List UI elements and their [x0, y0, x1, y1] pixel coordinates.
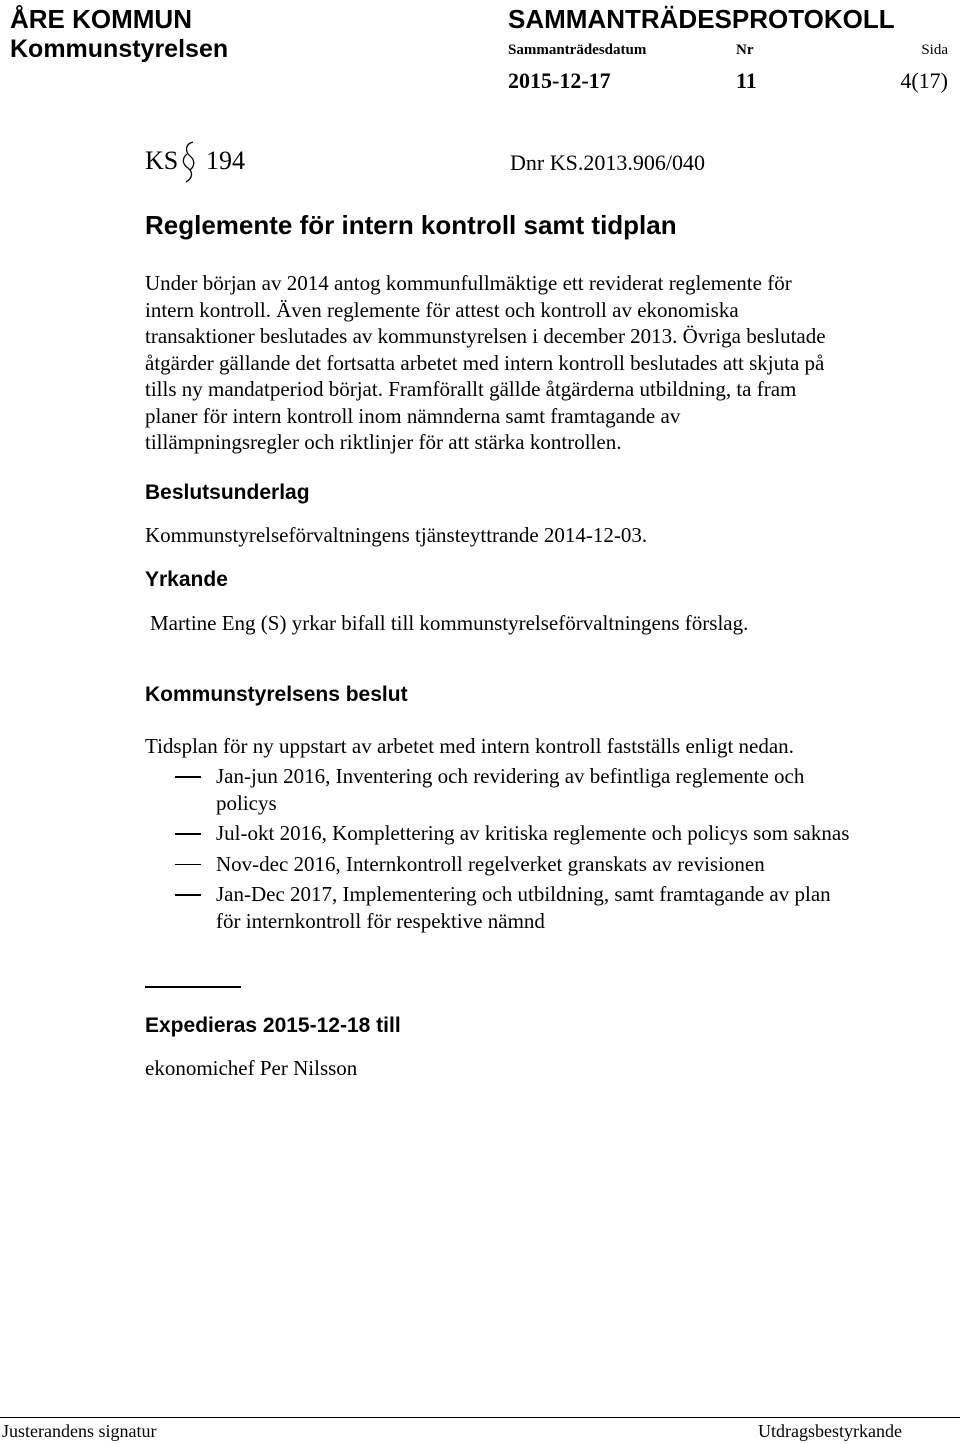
document-type: SAMMANTRÄDESPROTOKOLL [508, 4, 895, 34]
heading-beslutsunderlag: Beslutsunderlag [145, 481, 310, 504]
list-item-line: Jan-Dec 2017, Implementering och utbildning, samt framtagande av plan [216, 882, 831, 906]
heading-yrkande: Yrkande [145, 568, 228, 591]
dash-icon [175, 864, 201, 866]
dash-icon [175, 833, 201, 835]
body-line: Under början av 2014 antog kommunfullmäktige ett reviderat reglemente för [145, 271, 792, 295]
heading-beslut: Kommunstyrelsens beslut [145, 683, 408, 706]
body-line: tills ny mandatperiod börjat. Framförallt gällde åtgärderna utbildning, ta fram [145, 377, 797, 401]
expedieras-recipient: ekonomichef Per Nilsson [145, 1056, 358, 1080]
beslut-intro: Tidsplan för ny uppstart av arbetet med intern kontroll fastställs enligt nedan. [145, 734, 794, 758]
list-item [175, 881, 915, 934]
list-item-line: Nov-dec 2016, Internkontroll regelverket granskats av revisionen [216, 851, 765, 876]
body-line: tillämpningsregler och riktlinjer för att stärka kontrollen. [145, 430, 622, 454]
case-number: 194 [206, 146, 245, 175]
list-item [175, 851, 915, 878]
board-name: Kommunstyrelsen [10, 35, 229, 63]
meeting-number: 11 [736, 68, 757, 93]
list-item [175, 820, 915, 847]
footer-rule [0, 1417, 960, 1418]
page-title: Reglemente för intern kontroll samt tidplan [145, 210, 677, 240]
list-item [175, 763, 915, 816]
list-item-line: Jan-jun 2016, Inventering och revidering av befintliga reglemente och [216, 764, 805, 788]
section-sign-icon [181, 140, 199, 189]
separator-rule [145, 986, 241, 988]
list-item-line: Jul-okt 2016, Komplettering av kritiska reglemente och policys som saknas [216, 821, 850, 845]
body-paragraph [145, 270, 905, 456]
meeting-date-label: Sammanträdesdatum [508, 42, 647, 58]
body-line: transaktioner beslutades av kommunstyrelsen i december 2013. Övriga beslutade [145, 324, 826, 348]
dash-icon [175, 894, 201, 896]
diary-number: Dnr KS.2013.906/040 [510, 150, 705, 175]
decision-list [175, 763, 915, 938]
body-line: intern kontroll. Även reglemente för attest och kontroll av ekonomiska [145, 297, 739, 322]
municipality-name: ÅRE KOMMUN [10, 4, 192, 34]
list-item-line: för internkontroll för respektive nämnd [216, 908, 545, 933]
yrkande-text: Martine Eng (S) yrkar bifall till kommunstyrelseförvaltningens förslag. [150, 611, 749, 635]
page-label: Sida [921, 42, 948, 58]
footer-signature-label: Justerandens signatur [2, 1421, 157, 1441]
body-line: åtgärder gällande det fortsatta arbetet med intern kontroll beslutades att skjuta på [145, 350, 825, 375]
case-prefix: KS [145, 146, 179, 175]
heading-expedieras: Expedieras 2015-12-18 till [145, 1014, 401, 1037]
meeting-date: 2015-12-17 [508, 68, 611, 93]
beslutsunderlag-text: Kommunstyrelseförvaltningens tjänsteyttrande 2014-12-03. [145, 523, 648, 547]
page-number: 4(17) [900, 68, 948, 93]
list-item-line: policys [216, 790, 277, 815]
footer-certification-label: Utdragsbestyrkande [758, 1421, 902, 1441]
body-line: planer för intern kontroll inom nämnderna samt framtagande av [145, 403, 681, 428]
dash-icon [175, 776, 201, 778]
number-label: Nr [736, 42, 754, 58]
